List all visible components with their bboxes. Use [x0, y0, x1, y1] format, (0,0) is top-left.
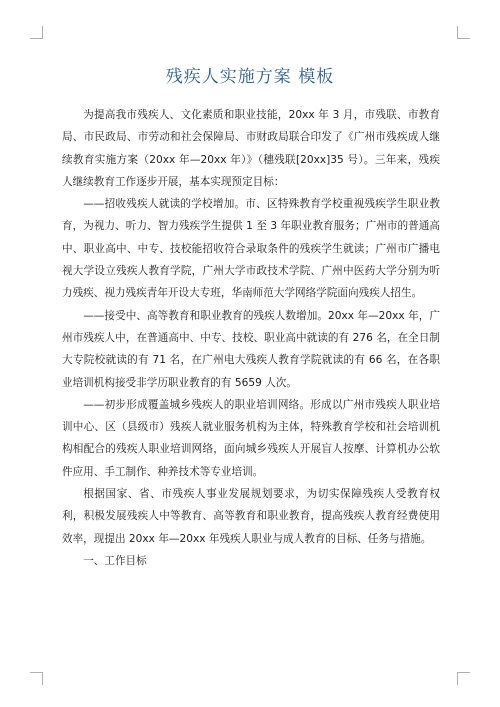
paragraph-intro: 为提高我市残疾人、文化素质和职业技能，20xx 年 3 月，市残联、市教育局、市民政局、市劳动和社会保障局、市财政局联合印发了《广州市残疾成人继续教育实施方案（20xx 年—20xx 年）》（穗残联[20xx]35 号）。三年来，残疾人继续教育工作逐步开展，基本实现预定目标：	[62, 109, 440, 188]
paragraph-plan-basis: 根据国家、省、市残疾人事业发展规划要求，为切实保障残疾人受教育权利，积极发展残疾人中等教育、高等教育和职业教育，提高残疾人教育经费使用效率，现提出 20xx 年—20xx 年残疾人职业与成人教育的目标、任务与措施。	[62, 488, 440, 545]
page-corner-mark-top-right	[457, 26, 470, 39]
document-body	[62, 104, 440, 572]
section-heading-goals: 一、工作目标	[83, 554, 147, 567]
paragraph-schools: ——招收残疾人就读的学校增加。市、区特殊教育学校重视残疾学生职业教育，为视力、听力、智力残疾学生提供 1 至 3 年职业教育服务；广州市的普通高中、职业高中、中专、技校能招收符合录取条件的残疾学生就读；广州市广播电视大学设立残疾人教育学院，广州大学市政技术学院、广州中医药大学分别为听力残疾、视力残疾青年开设大专班，华南师范大学网络学院面向残疾人招生。	[62, 198, 440, 300]
paragraph-enrollment: ——接受中、高等教育和职业教育的残疾人数增加。20xx 年—20xx 年，广州市残疾人中，在普通高中、中专、技校、职业高中就读的有 276 名，在全日制大专院校就读的有 71 名，在广州电大残疾人教育学院就读的有 66 名，在各职业培训机构接受非学历职业教育的有 5659 人次。	[62, 309, 440, 389]
page-corner-mark-top-left	[30, 26, 43, 39]
page-corner-mark-bottom-left	[30, 672, 43, 685]
paragraph-training-network: ——初步形成覆盖城乡残疾人的职业培训网络。形成以广州市残疾人职业培训中心、区（县级市）残疾人就业服务机构为主体，特殊教育学校和社会培训机构相配合的残疾人职业培训网络，面向城乡残疾人开展盲人按摩、计算机办公软件应用、手工制作、种养技术等专业培训。	[62, 398, 440, 478]
page-title: 残疾人实施方案 模板	[165, 67, 335, 87]
page-corner-mark-bottom-right	[457, 672, 470, 685]
